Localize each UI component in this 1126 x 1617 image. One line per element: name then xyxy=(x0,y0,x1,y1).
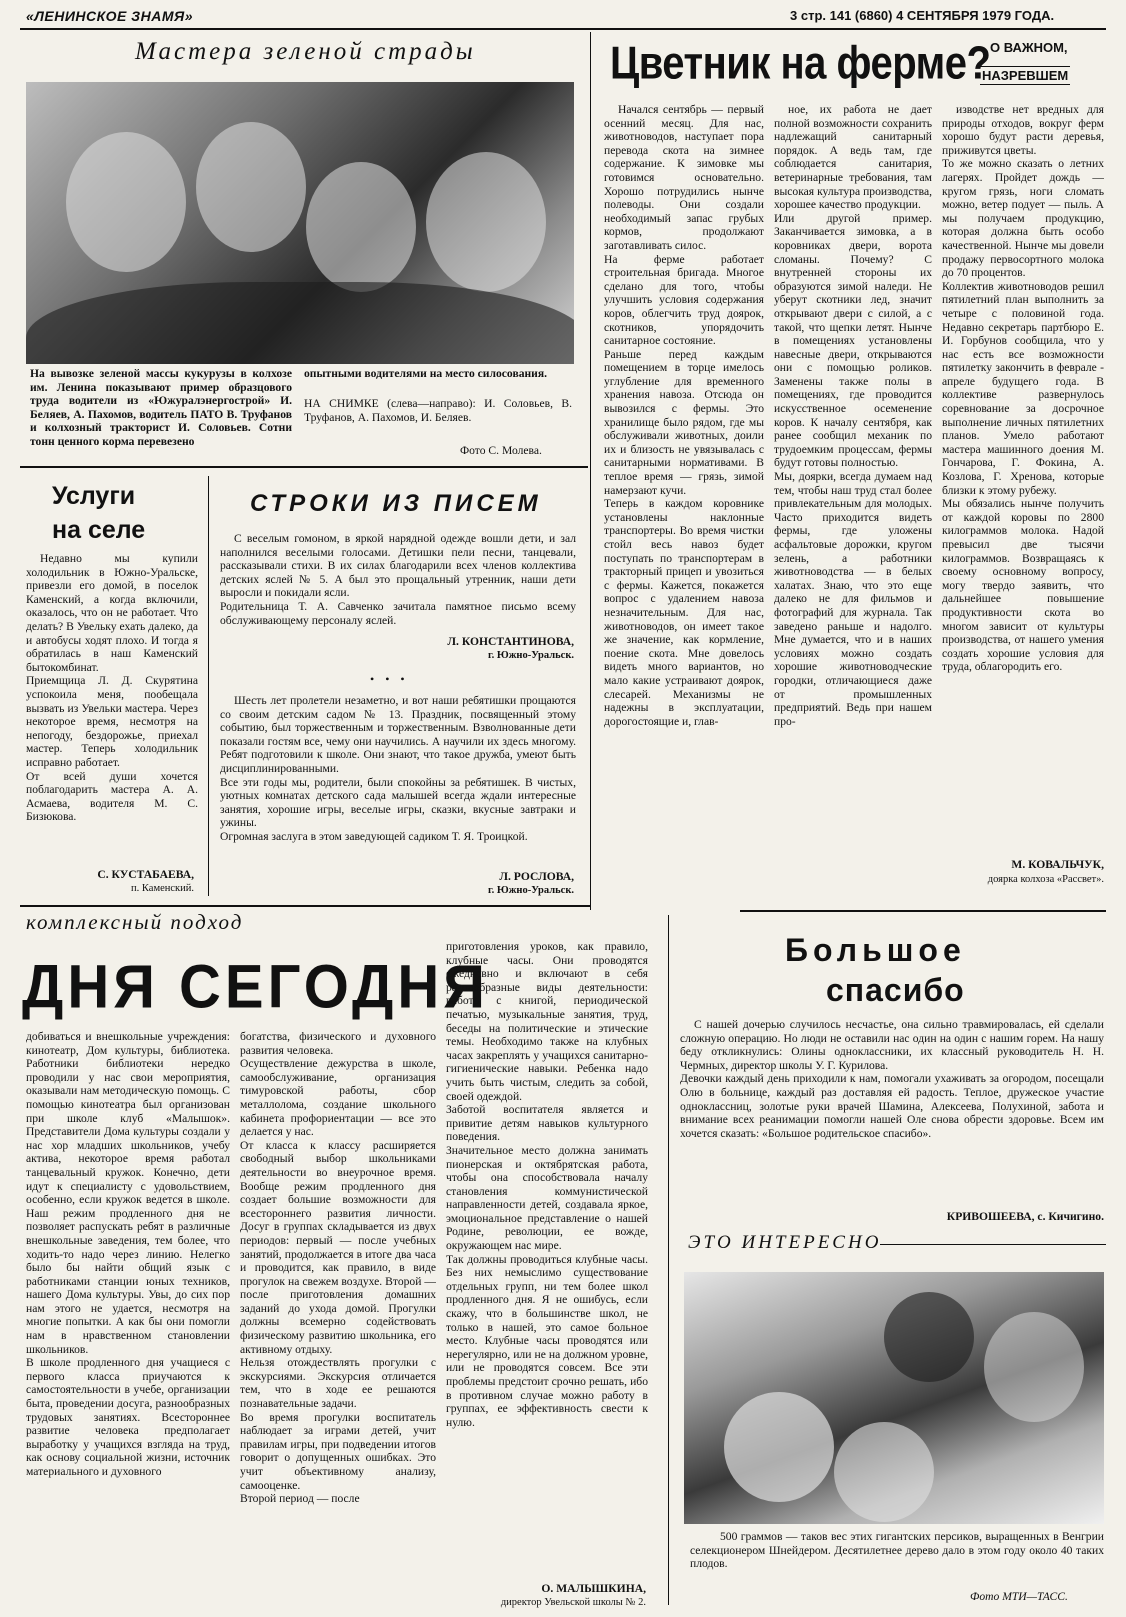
uslugi-title-1: Услуги xyxy=(52,482,136,510)
interesno-rubric: ЭТО ИНТЕРЕСНО xyxy=(688,1232,882,1253)
stroki-dots: • • • xyxy=(370,672,409,686)
portrait-photo-icon xyxy=(26,82,574,364)
column-rule-bottom xyxy=(668,915,669,1605)
tsvetnik-sign: М. КОВАЛЬЧУК, xyxy=(1011,858,1104,871)
interesno-caption: 500 граммов — таков вес этих гигантских персиков, выращенных в Венгрии селекционером Шнейдером. Десятилетнее дерево дало в этом году около 40 таких плодов. xyxy=(690,1530,1104,1571)
masthead-issue: 3 стр. 141 (6860) 4 СЕНТЯБРЯ 1979 ГОДА. xyxy=(790,8,1055,23)
peaches-photo-icon xyxy=(684,1272,1104,1524)
stroki-place-1: г. Южно-Уральск. xyxy=(488,650,574,661)
stroki-place-2: г. Южно-Уральск. xyxy=(488,885,574,896)
uslugi-title-2: на селе xyxy=(52,516,146,544)
spasibo-title-2: спасибо xyxy=(826,972,965,1008)
kompleks-title: ДНЯ СЕГОДНЯ xyxy=(22,953,489,1022)
tsvetnik-col-1: Начался сентябрь — первый осенний месяц. Для нас, животноводов, наступает пора перевода скота на зимнее содержание. К зимовке мы готовимся основательно. Хорошо потрудились нынче полеводы. Они создали необходимый запас грубых кормов, продолжают заготавливать силос. На ферме работает строительная бригада. Многое сделано для того, чтобы улучшить условия содержания коров, облегчить труд доярок, скотников, упорядочить санитарное состояние. Раньше перед каждым помещением в торце имелось углубление для временного хранения навоза. Отсюда он вывозился с фермы. Это хранилище было рядом, где мы обслуживали животных, доили их и близость не увязывалась с санитарными нормативами. В теплое время — грязь, зимой намерзают кучи. Теперь в каждом коровнике установлены наклонные транспортеры. Во время чистки стойл весь навоз будет поступать по транспортерам в тракторный прицеп и увозиться с фермы. Кажется, покажется вопрос с удалением навоза незначительным. Для нас, животноводов, он имеет такое же значение, как кормление, поение скота. Мне довелось видеть много вариантов, но мало какие устраивают доярок, слесарей. Механизмы не надежны в эксплуатации, дорогостоящие и, глав- xyxy=(604,103,764,728)
masters-bottom-rule xyxy=(20,466,588,468)
interesno-credit: Фото МТИ—ТАСС. xyxy=(970,1590,1068,1603)
kompleks-sign: О. МАЛЫШКИНА, xyxy=(541,1582,646,1595)
kompleks-rubric: комплексный подход xyxy=(26,910,244,934)
stroki-text-1: С веселым гомоном, в яркой нарядной одежде вошли дети, и зал наполнился веселыми голосами. Детишки пели песни, танцевали, рассказывали стихи. В их силах благодарили всех членов коллектива детских яслей № 5. А был это прощальный утренник, наши дети выросли и покидали ясли. Родительница Т. А. Савченко зачитала памятное письмо всему обслуживающему персоналу яслей. xyxy=(220,532,576,627)
uslugi-sign-place: п. Каменский. xyxy=(131,883,194,894)
tsvetnik-rubric-1: О ВАЖНОМ, xyxy=(990,40,1068,55)
uslugi-rule xyxy=(208,476,209,896)
masters-caption-right: опытными водителями на место силосования. xyxy=(304,367,548,380)
tsvetnik-title: Цветник на ферме? xyxy=(610,38,991,89)
kompleks-sign-place: директор Увельской школы № 2. xyxy=(500,1597,646,1608)
masters-credit: Фото С. Молева. xyxy=(460,444,542,457)
masthead-rule xyxy=(20,28,1106,30)
stroki-title: СТРОКИ ИЗ ПИСЕМ xyxy=(250,490,542,517)
masthead-paper: «ЛЕНИНСКОЕ ЗНАМЯ» xyxy=(26,8,194,24)
uslugi-sign: С. КУСТАБАЕВА, xyxy=(97,868,194,881)
tsvetnik-col-3: изводстве нет вредных для природы отходов, вокруг ферм хорошо будут расти деревья, приживутся цветы. То же можно сказать о летних лагерях. Пройдет дождь — кругом грязь, ноги сломать можно, ветер подует — пыль. А мы получаем продукцию, которая должна быть особо качественной. Нынче мы довели продажу первосортного молока до 70 процентов. Коллектив животноводов решил пятилетний план выполнить за четыре с половиной года. Недавно секретарь партбюро Е. И. Горбунов сообщила, что у нас есть все возможности пятилетку закончить в феврале - апреле будущего года. В коллективе развернулось соревнование за досрочное выполнение личных пятилетних планов. Умело работают мастера машинного доения М. Гончарова, Г. Фокина, А. Козлова, Г. Хренова, которые близки к этому рубежу. Мы обязались нынче получить от каждой коровы по 2800 килограммов молока. Надой превысил две тысячи килограммов. Возвращаясь к своему основному вопросу, могу твердо заявить, что дальнейшее повышение продуктивности скота во многом зависит от культуры производства, от нашего умения создать хорошие условия для труда, облагородить его. xyxy=(942,103,1104,674)
tsvetnik-rubric-2: НАЗРЕВШЕМ xyxy=(982,68,1069,83)
stroki-sign-2: Л. РОСЛОВА, xyxy=(499,870,574,883)
tsvetnik-col-2: ное, их работа не дает полной возможности сохранить надлежащий санитарный порядок. А ведь там, где соблюдается санитария, ветеринарные требования, там высокая культура производства, хорошее качество продукции. Или другой пример. Заканчивается зимовка, а в коровниках двери, ворота сломаны. Почему? С внутренней стороны их образуются зимой наледи. Не уберут скотники лед, значит открывают двери с силой, а с такой, что щепки летят. Нынче в помещениях установлены навесные двери, открываются они с помощью роликов. Заменены также полы в помещениях, где проводится искусственное осеменение коров. К началу сентября, как ранее сообщил механик по трудоемким процессам, фермы будут готовы полностью. Мы, доярки, всегда думаем над тем, чтобы наш труд стал более привлекательным для молодых. Часто приходится видеть фермы, где уложены асфальтовые дорожки, кругом зелень, а работники животноводства — в белых халатах. Знаю, что это еще далеко не для фильмов и фотографий для журнала. Так заведено раньше и надолго. Мне думается, что и в наших условиях можно создать хорошие животноводческие городки, отличающиеся даже от промышленных предприятий. Ведь при нашем про- xyxy=(774,103,932,728)
stroki-text-2: Шесть лет пролетели незаметно, и вот наши ребятишки прощаются со своим детским садом № 13. Праздник, посвященный этому событию, был торжественным и торжественным. Взволнованные дети показали гостям все, чему они научились. А научили их здесь многому. Ребят подготовили к школе. Они знают, что такое дружба, умеют быть дисциплинированными. Все эти годы мы, родители, были спокойны за ребятишек. В чистых, уютных комнатах детского сада малышей всегда ждали интересные занятия, хорошие игры, веселые игры, сказки, вкусные завтраки и ужины. Огромная заслуга в этом заведующей садиком Т. Я. Троицкой. xyxy=(220,694,576,843)
interesno-rule xyxy=(880,1244,1106,1245)
spasibo-sign: КРИВОШЕЕВА, с. Кичигино. xyxy=(946,1210,1104,1223)
masters-caption-left: На вывозке зеленой массы кукурузы в колхозе им. Ленина показывают пример образцового труда водители из «Южуралэнергострой» И. Беляев, А. Пахомов, водитель ПАТО В. Труфанов и колхозный тракторист И. Соловьев. Сотни тонн ценного корма перевезено xyxy=(30,367,292,448)
masters-snimke: НА СНИМКЕ (слева—направо): И. Соловьев, В. Труфанов, А. Пахомов, И. Беляев. xyxy=(304,397,572,424)
uslugi-text: Недавно мы купили холодильник в Южно-Уральске, привезли его домой, в поселок Каменский, а когда включили, оказалось, что он не работает. Что делать? В Увельку ехать далеко, да и автобусы ходят плохо. И тогда я обратилась в наш Каменский бытокомбинат. Приемщица Л. Д. Скурятина успокоила меня, пообещала вызвать из Увельки мастера. Через некоторое время, несмотря на непогоду, бездорожье, приехал мастер. Теперь холодильник исправно работает. От всей души хочется поблагодарить мастера А. А. Асмаева, водителя М. С. Бизюкова. xyxy=(26,552,198,824)
middle-rule-left xyxy=(20,905,590,907)
spasibo-title-1: Большое xyxy=(785,932,966,968)
column-rule-top xyxy=(590,32,591,910)
kompleks-col-1: добиваться и внешкольные учреждения: кинотеатр, Дом культуры, библиотека. Работники библиотеки нередко проводили у нас свои мероприятия, оказывали нам методическую помощь. С помощью кинотеатра был организован при школе клуб «Малышок». Представители Дома культуры создали у нас хор младших школьников, учебу актива, некоторое время работал танцевальный кружок. Конечно, дети идут к специалисту с удовольствием, особенно, если кружок ведется в школе. Наш режим продленного дня не позволяет распускать ребят в различные внешкольные заведения, тем более, что ходить-то надо через линию. Нелегко было бы найти общий язык с работниками станции юных техников, нашего Дома культуры. Увы, до сих пор нам этого не удается, несмотря на многие попытки. А как бы они помогли нам в нравственном становлении школьников. В школе продленного дня учащиеся с первого класса приучаются к самостоятельности в учебе, организации быта, проведении досуга, разнообразных трудовых занятиях. Всестороннее развитие человека предполагает выработку у учащихся взгляда на труд, как основу социальной жизни, источник материального и духовного xyxy=(26,1030,230,1478)
kompleks-col-3: приготовления уроков, как правило, клубные часы. Они проводятся ежедневно и включают в себя разнообразные виды деятельности: работа с книгой, периодической печатью, музыкальные занятия, труд, беседы на политические и этические темы. Необходимо также на клубных часах закреплять у учащихся санитарно-гигиенические навыки. Ребенка надо учить быть чистым, следить за собой, своей одеждой. Заботой воспитателя является и привитие детям навыков культурного поведения. Значительное место должна занимать пионерская и октябрятская работа, чтобы она способствовала началу становления коммунистической направленности детей, создавала яркое, эмоциональное представление о нашей Родине, революции, ее вожде, окружающем нас мире. Так должны проводиться клубные часы. Без них немыслимо существование отдельных групп, ни тем более школ продленного дня. Я не ошибусь, если скажу, что в большинстве школ, не только в нашей, это самое больное место. Клубные часы проводятся или нерегулярно, или не на должном уровне, или не проводятся совсем. Все эти проблемы предстоит срочно решать, ибо в противном случае можно работу в группах, ее эффективность свести к нулю. xyxy=(446,940,648,1429)
middle-rule-right xyxy=(740,910,1106,912)
stroki-sign-1: Л. КОНСТАНТИНОВА, xyxy=(447,635,574,648)
masters-rubric: Мастера зеленой страды xyxy=(135,38,476,65)
kompleks-col-2: богатства, физического и духовного развития человека. Осуществление дежурства в школе, самообслуживание, организация тимуровской работы, сбор металлолома, создание школьного кабинета профориентации — все это делается у нас. От класса к классу расширяется свободный выбор школьниками деятельности во внеурочное время. Вообще режим продленного дня создает большие возможности для всестороннего развития личности. Досуг в группах складывается из двух периодов: первый — после учебных занятий, продолжается в итоге два часа и проводится, как правило, в виде прогулок на свежем воздухе. Второй — после приготовления домашних заданий до ухода домой. Прогулки должны всемерно содействовать физическому развитию школьника, его активному отдыху. Нельзя отождествлять прогулки с экскурсиями. Экскурсия отличается тем, что в ходе ее решаются познавательные задачи. Во время прогулки воспитатель наблюдает за играми детей, учит правилам игры, при подведении итогов говорит о допущенных ошибках. Это учит объективному анализу, самооценке. Второй период — после xyxy=(240,1030,436,1506)
tsvetnik-sign-place: доярка колхоза «Рассвет». xyxy=(987,874,1104,885)
spasibo-text: С нашей дочерью случилось несчастье, она сильно травмировалась, ей сделали сложную операцию. Но люди не оставили нас один на один с нашим горем. На нашу беду откликнулись: Олины одноклассники, их классный руководитель Н. Н. Чермных, директор школы У. Г. Курилова. Девочки каждый день приходили к нам, помогали ухаживать за огородом, посещали Олю в больнице, каждый раз доставляя ей радость. Теплое, дружеское участие одноклассниц, золотые руки врачей Шамина, Алексеева, Полухиной, забота и внимание всех реанимации помогли нашей Оле снова обрести здоровье. Всем им хочется сказать: «Большое родительское спасибо». xyxy=(680,1018,1104,1140)
